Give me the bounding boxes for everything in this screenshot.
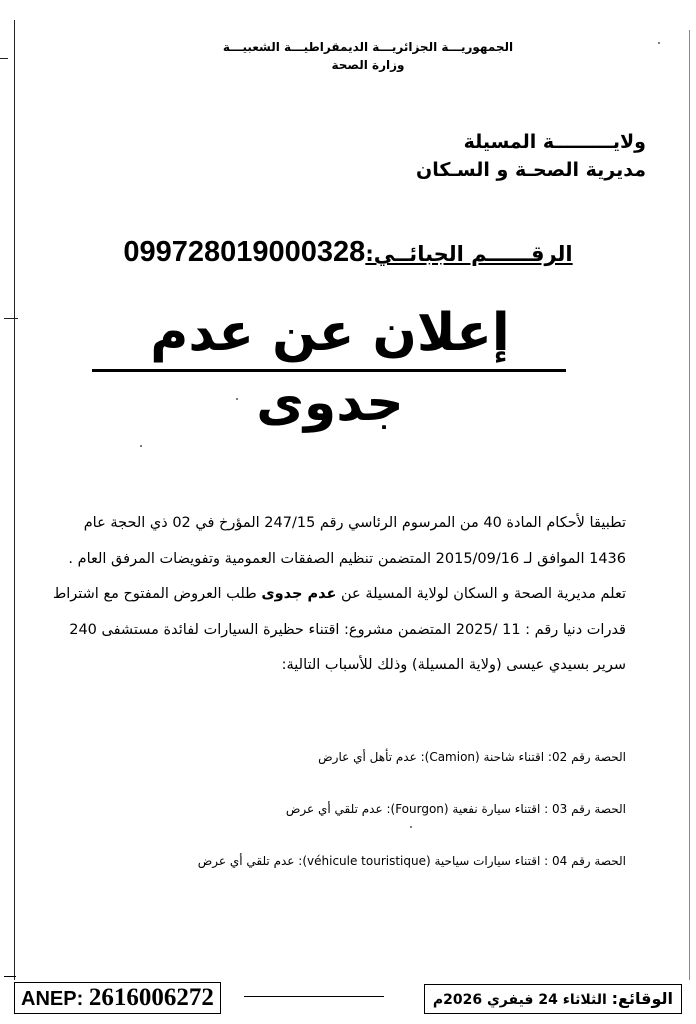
- body-line: [34, 577, 626, 613]
- anep-reference: [14, 982, 221, 1014]
- ministry-name: وزارة الصحة: [331, 58, 405, 72]
- right-border-line: [689, 30, 690, 980]
- body-line: سرير بسيدي عيسى (ولاية المسيلة) وذلك للأسباب التالية:: [281, 657, 626, 673]
- body-emphasis: عدم جدوى: [261, 586, 337, 602]
- body-text: تعلم مديرية الصحة و السكان لولاية المسيلة عن: [336, 586, 626, 602]
- lot-item: الحصة رقم 02: اقتناء شاحنة (Camion): عدم تأهل أي عارض: [318, 750, 626, 764]
- lots-list: [66, 745, 626, 901]
- republic-name: الجمهوريـــة الجزائريـــة الديمقراطيـــة الشعبيـــة: [222, 40, 514, 54]
- anep-label: ANEP:: [21, 988, 84, 1010]
- title-underline: [92, 369, 566, 372]
- authority-block: [416, 128, 646, 184]
- fiscal-id-label: الرقــــــم الجبائــي:: [365, 242, 573, 266]
- body-line: 1436 الموافق لـ 2015/09/16 المتضمن تنظيم الصفقات العمومية وتفويضات المرفق العام .: [68, 550, 626, 567]
- fiscal-id-number: 099728019000328: [123, 236, 366, 268]
- date-value: الثلاثاء 24 فيفري 2026م: [432, 992, 607, 1008]
- date-label: الوقائع:: [611, 989, 673, 1008]
- fiscal-id: [0, 236, 696, 269]
- wilaya-name: ولايـــــــــة المسيلة: [463, 131, 646, 153]
- footer-rule: [244, 996, 384, 997]
- body-line: قدرات دنيا رقم : 11 /2025 المتضمن مشروع: اقتناء حظيرة السيارات لفائدة مستشفى 240: [69, 621, 626, 638]
- republic-header: [0, 38, 696, 74]
- body-text: طلب العروض المفتوح مع اشتراط: [52, 586, 262, 602]
- footer-tick: [4, 976, 16, 977]
- page-title: إعلان عن عدم جدوى: [150, 303, 510, 433]
- lot-item: الحصة رقم 03 : اقتناء سيارة نفعية (Fourgon): عدم تلقي أي عرض: [285, 802, 626, 816]
- body-line: تطبيقا لأحكام المادة 40 من المرسوم الرئاسي رقم 247/15 المؤرخ في 02 ذي الحجة عام: [83, 515, 626, 531]
- publication-date: [424, 984, 682, 1014]
- left-border-line: [14, 20, 15, 980]
- directorate-name: مديرية الصحـة و السـكان: [416, 159, 646, 181]
- lot-item: الحصة رقم 04 : اقتناء سيارات سياحية (véhicule touristique): عدم تلقي أي عرض: [197, 854, 626, 868]
- margin-tick: [4, 318, 18, 319]
- anep-number: 2616006272: [88, 984, 214, 1011]
- announcement-body: [34, 506, 626, 684]
